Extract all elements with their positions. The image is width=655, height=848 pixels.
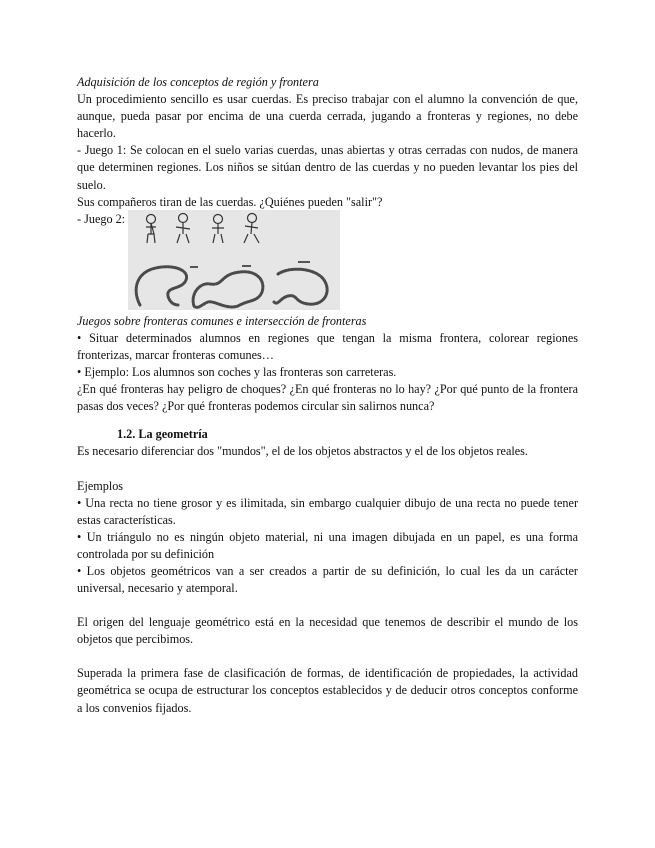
juego2-block: [77, 211, 578, 310]
paragraph-origen: El origen del lenguaje geométrico está en la necesidad que tenemos de describir el mundo de los objetos que percibimos.: [77, 615, 578, 647]
juego2-label: - Juego 2:: [77, 211, 126, 226]
bullet-recta: • Una recta no tiene grosor y es ilimitada, sin embargo cualquier dibujo de una recta no puede tener estas características.: [77, 495, 578, 527]
document-page: [77, 74, 578, 717]
section-title-region-frontera: Adquisición de los conceptos de región y frontera: [77, 75, 319, 89]
bullet-triangulo: • Un triángulo no es ningún objeto material, ni una imagen dibujada en un papel, es una forma controlada por su definición: [77, 529, 578, 561]
paragraph-juego1: - Juego 1: Se colocan en el suelo varias cuerdas, unas abiertas y otras cerradas con nudos, de manera que determinen regiones. Los niños se sitúan dentro de las cuerdas y no pueden levantar los pies del suelo.: [77, 143, 578, 192]
children-rope-illustration: [128, 210, 340, 310]
paragraph-preguntas: ¿En qué fronteras hay peligro de choques? ¿En qué fronteras no lo hay? ¿Por qué punto de la frontera pasas dos veces? ¿Por qué fronteras podemos circular sin salirnos nunca?: [77, 382, 578, 414]
heading-la-geometria: 1.2. La geometría: [117, 427, 208, 442]
paragraph-dos-mundos: Es necesario diferenciar dos "mundos", el de los objetos abstractos y el de los objetos reales.: [77, 444, 528, 459]
bullet-situar-alumnos: • Situar determinados alumnos en regiones que tengan la misma frontera, colorear regiones fronterizas, marcar fronteras comunes…: [77, 330, 578, 362]
bullet-objetos-geometricos: • Los objetos geométricos van a ser creados a partir de su definición, lo cual les da un carácter universal, necesario y atemporal.: [77, 563, 578, 596]
section-title-fronteras-comunes: Juegos sobre fronteras comunes e intersección de fronteras: [77, 313, 367, 328]
bullet-ejemplo-coches: • Ejemplo: Los alumnos son coches y las fronteras son carreteras.: [77, 365, 397, 380]
paragraph-intro: Un procedimiento sencillo es usar cuerdas. Es preciso trabajar con el alumno la convención de que, aunque, pueda pasar por encima de una cuerda cerrada, jugando a fronteras y regiones, no debe hacerlo.: [77, 92, 578, 141]
paragraph-companeros: Sus compañeros tiran de las cuerdas. ¿Quiénes pueden "salir"?: [77, 194, 383, 209]
illustration-icon: [128, 210, 340, 310]
paragraph-superada: Superada la primera fase de clasificación de formas, de identificación de propiedades, la actividad geométrica se ocupa de estructurar los conceptos establecidos y de deducir otros conceptos conforme a los convenios fijados.: [77, 666, 578, 715]
label-ejemplos: Ejemplos: [77, 478, 124, 493]
